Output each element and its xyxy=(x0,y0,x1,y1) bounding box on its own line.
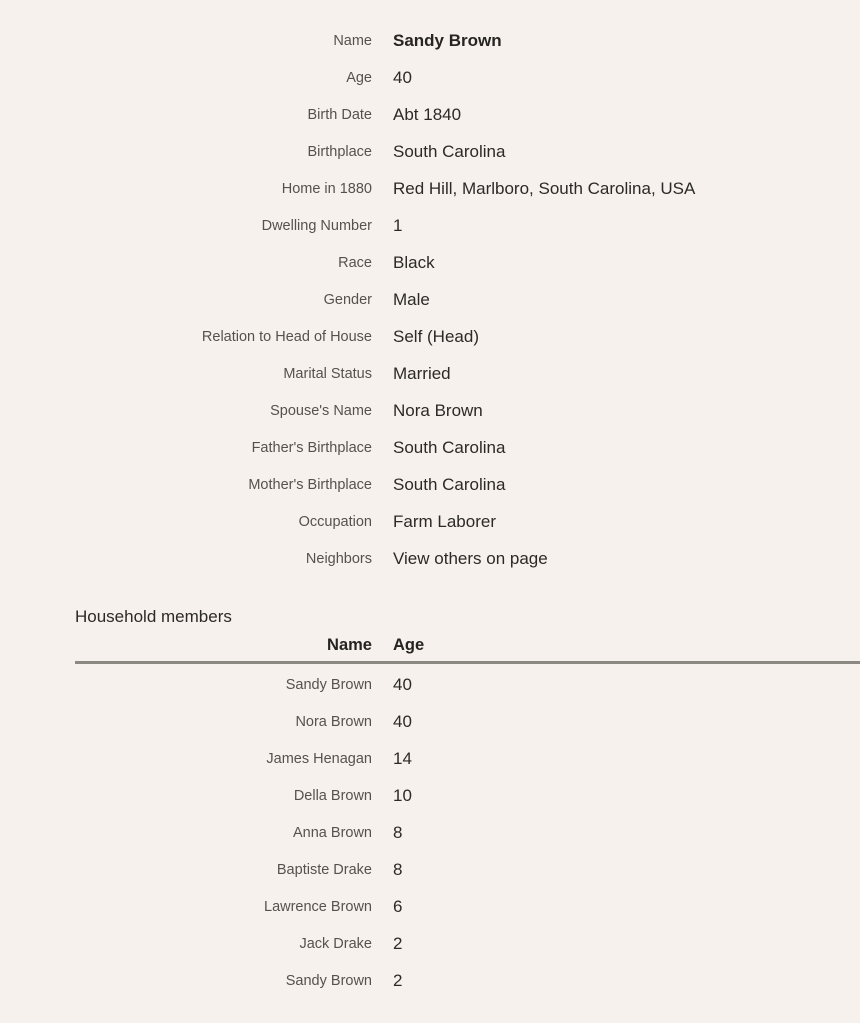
household-member-row xyxy=(0,888,860,925)
member-name: Anna Brown xyxy=(293,824,372,841)
fact-value: South Carolina xyxy=(393,142,506,162)
household-member-row xyxy=(0,666,860,703)
column-header-age: Age xyxy=(393,636,425,654)
member-age: 6 xyxy=(393,896,403,916)
fact-row-neighbors xyxy=(0,541,860,578)
household-member-row xyxy=(0,777,860,814)
fact-row-birthplace xyxy=(0,134,860,171)
member-age: 2 xyxy=(393,933,403,953)
household-table-header xyxy=(0,628,860,661)
fact-label: Neighbors xyxy=(305,550,372,567)
member-age: 8 xyxy=(393,822,403,842)
fact-label: Spouse's Name xyxy=(270,402,372,419)
fact-row-father-birthplace xyxy=(0,430,860,467)
household-members-section xyxy=(0,606,860,999)
fact-row-relation-to-head xyxy=(0,319,860,356)
fact-value: 40 xyxy=(393,68,412,88)
member-age: 8 xyxy=(393,859,403,879)
fact-row-spouse-name xyxy=(0,393,860,430)
fact-row-age xyxy=(0,60,860,97)
fact-value-primary-name: Sandy Brown xyxy=(393,31,502,51)
member-name: Sandy Brown xyxy=(285,972,372,989)
fact-row-dwelling-number xyxy=(0,208,860,245)
fact-label: Father's Birthplace xyxy=(251,439,372,456)
fact-label: Occupation xyxy=(298,513,372,530)
fact-value: Black xyxy=(393,253,435,273)
member-name: Nora Brown xyxy=(295,713,372,730)
member-age: 40 xyxy=(393,674,412,694)
fact-value: Male xyxy=(393,290,430,310)
member-name: Jack Drake xyxy=(299,935,372,952)
household-member-row xyxy=(0,814,860,851)
member-name: Lawrence Brown xyxy=(264,898,372,915)
fact-label: Birthplace xyxy=(307,143,372,160)
fact-value: 1 xyxy=(393,216,403,236)
fact-label: Race xyxy=(338,254,372,271)
member-age: 2 xyxy=(393,970,403,990)
fact-label: Birth Date xyxy=(307,106,372,123)
column-header-name: Name xyxy=(327,636,372,654)
household-member-row xyxy=(0,740,860,777)
member-age: 14 xyxy=(393,748,412,768)
fact-row-home-in-1880 xyxy=(0,171,860,208)
fact-value: Nora Brown xyxy=(393,401,483,421)
household-members-table xyxy=(0,664,860,999)
household-member-row xyxy=(0,851,860,888)
fact-row-occupation xyxy=(0,504,860,541)
fact-value: South Carolina xyxy=(393,475,506,495)
household-member-row xyxy=(0,962,860,999)
fact-label: Marital Status xyxy=(283,365,372,382)
member-age: 40 xyxy=(393,711,412,731)
fact-label: Mother's Birthplace xyxy=(248,476,372,493)
fact-value: Red Hill, Marlboro, South Carolina, USA xyxy=(393,179,696,199)
fact-row-marital-status xyxy=(0,356,860,393)
fact-row-name xyxy=(0,23,860,60)
fact-row-birth-date xyxy=(0,97,860,134)
member-name: James Henagan xyxy=(266,750,372,767)
fact-value: Married xyxy=(393,364,451,384)
fact-value: South Carolina xyxy=(393,438,506,458)
member-name: Baptiste Drake xyxy=(276,861,372,878)
fact-value: Self (Head) xyxy=(393,327,479,347)
member-name: Della Brown xyxy=(293,787,372,804)
fact-label: Dwelling Number xyxy=(261,217,372,234)
fact-label: Age xyxy=(346,69,372,86)
fact-row-race xyxy=(0,245,860,282)
fact-value: Abt 1840 xyxy=(393,105,462,125)
household-member-row xyxy=(0,925,860,962)
fact-label: Gender xyxy=(323,291,372,308)
view-others-on-page-link[interactable]: View others on page xyxy=(393,549,548,569)
fact-label: Home in 1880 xyxy=(281,180,372,197)
fact-row-gender xyxy=(0,282,860,319)
fact-value: Farm Laborer xyxy=(393,512,496,532)
member-name: Sandy Brown xyxy=(285,676,372,693)
fact-row-mother-birthplace xyxy=(0,467,860,504)
member-age: 10 xyxy=(393,785,412,805)
fact-label: Relation to Head of House xyxy=(201,328,372,345)
household-member-row xyxy=(0,703,860,740)
household-members-heading: Household members xyxy=(75,607,232,626)
fact-label: Name xyxy=(333,32,372,49)
